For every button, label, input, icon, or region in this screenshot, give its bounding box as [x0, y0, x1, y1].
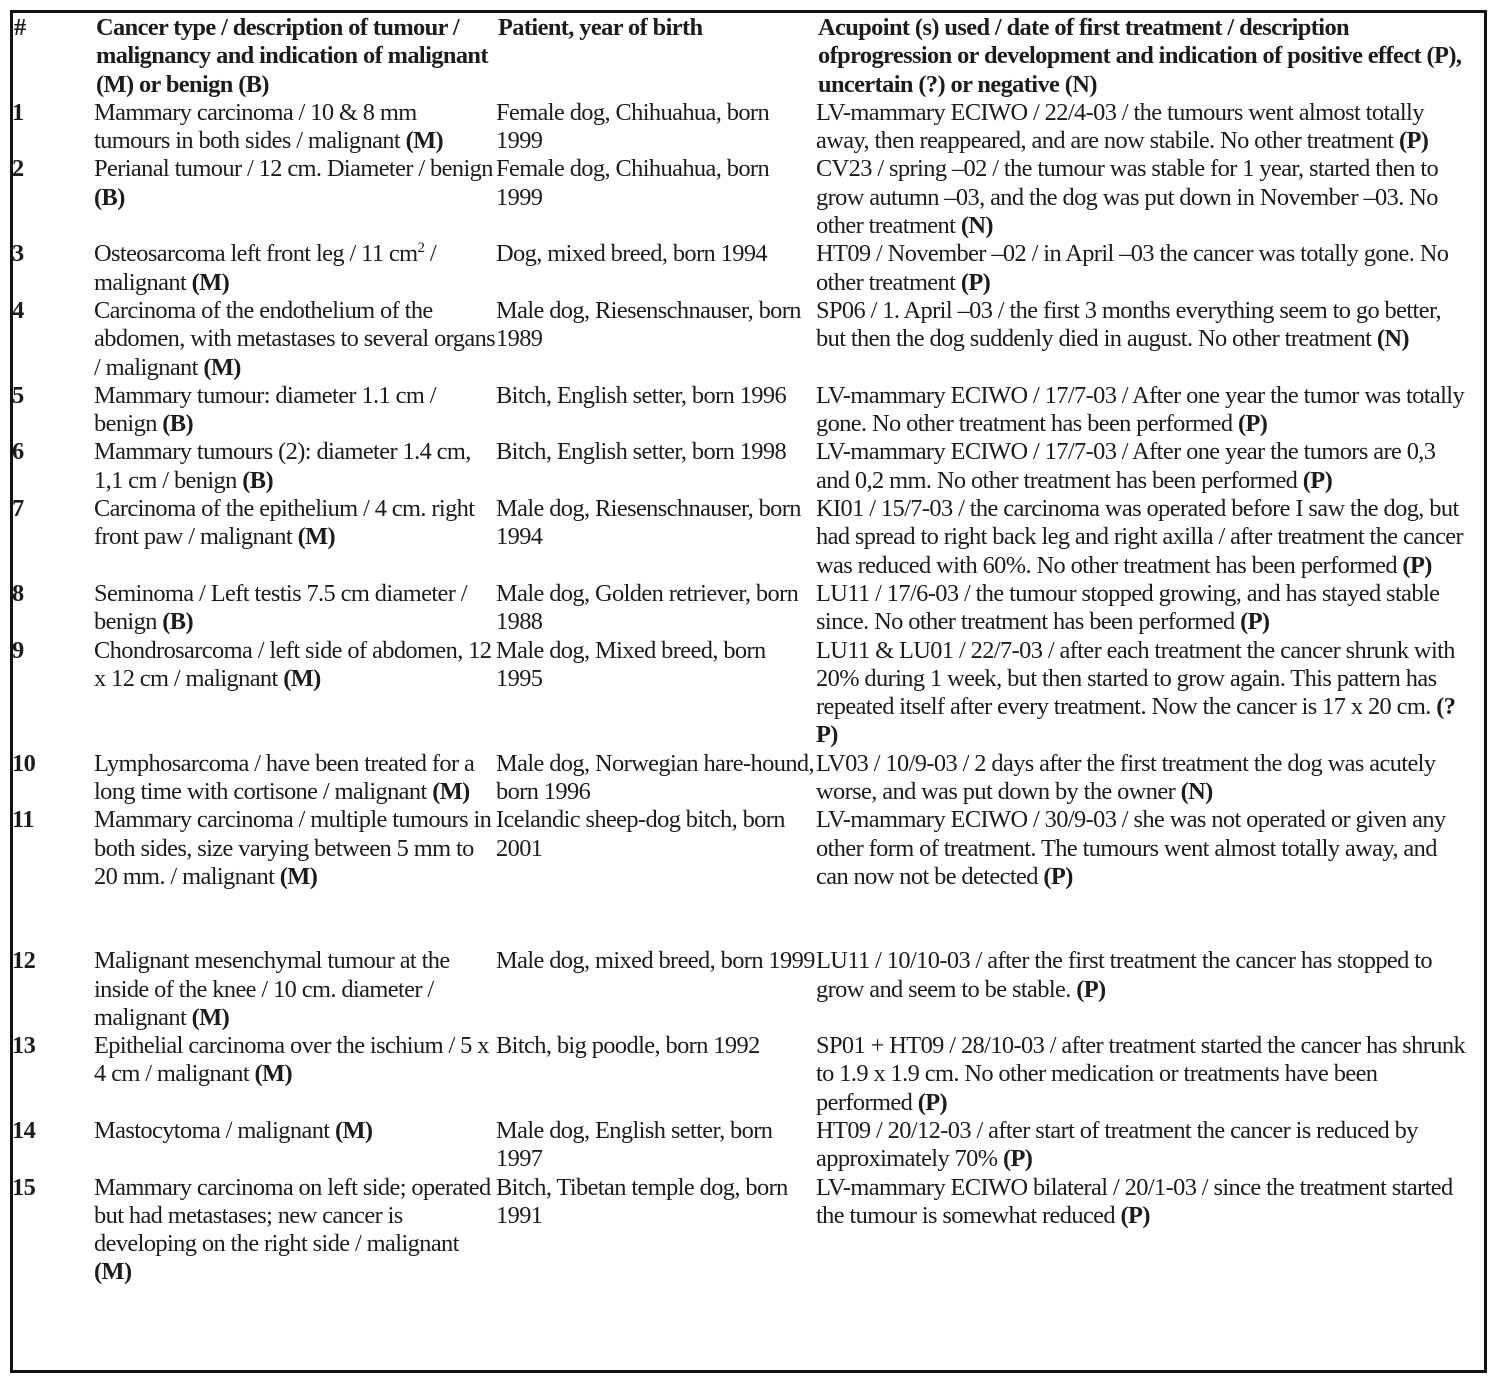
cancer-description: Chondrosarcoma / left side of abdomen, 12 x 12 cm / malignant (M): [94, 636, 492, 692]
row-number: 14: [12, 1116, 36, 1144]
treatment-description: HT09 / 20/12-03 / after start of treatment the cancer is reduced by approximately 70% (P): [816, 1116, 1418, 1173]
row-number: 4: [12, 296, 24, 324]
header-number: #: [14, 14, 26, 41]
cancer-description: Perianal tumour / 12 cm. Diameter / benign (B): [94, 155, 493, 211]
patient-description: Male dog, Riesenschnauser, born 1989: [496, 296, 801, 353]
table-row: [12, 947, 1472, 1032]
patient-description: Male dog, mixed breed, born 1999: [496, 947, 815, 975]
row-number: 15: [12, 1173, 36, 1201]
patient-description: Female dog, Chihuahua, born 1999: [496, 155, 770, 211]
treatment-description: LV-mammary ECIWO / 17/7-03 / After one year the tumors are 0,3 and 0,2 mm. No other treatment has been performed (P): [816, 438, 1436, 494]
malignancy-code: (M): [405, 127, 444, 155]
cancer-description: Epithelial carcinoma over the ischium / 5 x 4 cm / malignant (M): [94, 1032, 489, 1088]
table-row: [12, 750, 1472, 807]
cancer-description: Carcinoma of the endothelium of the abdomen, with metastases to several organs / malignant (M): [94, 296, 496, 381]
row-spacer: [12, 891, 1472, 947]
row-number: 10: [12, 749, 36, 777]
treatment-description: LU11 / 10/10-03 / after the first treatment the cancer has stopped to grow and seem to be stable. (P): [816, 947, 1433, 1003]
malignancy-code: (M): [191, 268, 230, 296]
treatment-description: LV-mammary ECIWO / 17/7-03 / After one year the tumor was totally gone. No other treatment has been performed (P): [816, 381, 1465, 438]
cancer-description: Lymphosarcoma / have been treated for a long time with cortisone / malignant (M): [94, 749, 475, 806]
patient-description: Male dog, Riesenschnauser, born 1994: [496, 495, 801, 551]
cancer-description: Mammary tumour: diameter 1.1 cm / benign (B): [94, 381, 436, 438]
effect-code: (P): [1002, 1145, 1033, 1173]
effect-code: (N): [1376, 325, 1409, 353]
treatment-description: CV23 / spring –02 / the tumour was stable for 1 year, started then to grow autumn –03, and the dog was put down in November –03. No other treatment (N): [816, 155, 1439, 240]
treatment-description: KI01 / 15/7-03 / the carcinoma was operated before I saw the dog, but had spread to right back leg and right axilla / after treatment the cancer was reduced with 60%. No other treatment has been performed (P): [816, 495, 1464, 579]
effect-code: (N): [960, 212, 993, 240]
effect-code: (N): [1180, 778, 1213, 806]
treatment-description: SP01 + HT09 / 28/10-03 / after treatment started the cancer has shrunk to 1.9 x 1.9 cm. No other medication or treatments have been performed (P): [816, 1032, 1466, 1116]
treatment-description: LV-mammary ECIWO / 30/9-03 / she was not operated or given any other form of treatment. The tumours went almost totally away, and can now not be detected (P): [816, 806, 1446, 890]
effect-code: (P): [1398, 127, 1429, 155]
treatment-description: LU11 & LU01 / 22/7-03 / after each treatment the cancer shrunk with 20% during 1 week, but then started to grow again. This pattern has repeated itself after every treatment. Now the cancer is 17 x 20 cm. (? P): [816, 636, 1456, 749]
cancer-description: Carcinoma of the epithelium / 4 cm. right front paw / malignant (M): [94, 495, 475, 551]
patient-description: Male dog, Mixed breed, born 1995: [496, 636, 766, 692]
cancer-treatment-table: [12, 14, 1472, 1287]
malignancy-code: (M): [432, 778, 470, 806]
row-number: 11: [12, 806, 34, 834]
table-row: [12, 1174, 1472, 1287]
table-row: [12, 495, 1472, 580]
cancer-description: Seminoma / Left testis 7.5 cm diameter / benign (B): [94, 579, 467, 636]
patient-description: Dog, mixed breed, born 1994: [496, 240, 768, 268]
patient-description: Male dog, English setter, born 1997: [496, 1116, 773, 1173]
treatment-description: LV-mammary ECIWO / 22/4-03 / the tumours went almost totally away, then reappeared, and are now stabile. No other treatment (P): [816, 98, 1429, 155]
effect-code: (P): [1240, 608, 1270, 636]
cancer-description: Malignant mesenchymal tumour at the inside of the knee / 10 cm. diameter / malignant (M): [94, 947, 450, 1031]
cancer-description: Mammary carcinoma on left side; operated but had metastases; new cancer is developing on the right side / malignant (M): [94, 1173, 491, 1286]
malignancy-code: (M): [297, 523, 336, 551]
row-number: 6: [12, 438, 24, 466]
cancer-description: Mammary tumours (2): diameter 1.4 cm, 1,1 cm / benign (B): [94, 438, 471, 494]
patient-description: Male dog, Golden retriever, born 1988: [496, 579, 799, 636]
table-row: [12, 438, 1472, 495]
row-number: 3: [12, 240, 24, 268]
row-number: 9: [12, 636, 24, 664]
cancer-description: Mammary carcinoma / multiple tumours in both sides, size varying between 5 mm to 20 mm. / malignant (M): [94, 806, 492, 890]
table-row: [12, 99, 1472, 156]
patient-description: Bitch, English setter, born 1998: [496, 438, 787, 466]
header-patient: Patient, year of birth: [498, 14, 703, 41]
effect-code: (P): [1302, 466, 1333, 494]
effect-code: (P): [1237, 410, 1268, 438]
row-number: 1: [12, 98, 24, 126]
treatment-description: LV03 / 10/9-03 / 2 days after the first treatment the dog was acutely worse, and was put down by the owner (N): [816, 749, 1436, 806]
cancer-description: Mammary carcinoma / 10 & 8 mm tumours in both sides / malignant (M): [94, 98, 444, 155]
effect-code: (P): [960, 268, 991, 296]
table-row: [12, 580, 1472, 637]
patient-description: Icelandic sheep-dog bitch, born 2001: [496, 806, 785, 862]
cancer-description: Mastocytoma / malignant (M): [94, 1116, 373, 1144]
table-row: [12, 155, 1472, 240]
treatment-description: LV-mammary ECIWO bilateral / 20/1-03 / since the treatment started the tumour is somewhat reduced (P): [816, 1173, 1453, 1229]
table-row: [12, 240, 1472, 297]
patient-description: Male dog, Norwegian hare-hound, born 1996: [496, 749, 815, 806]
malignancy-code: (M): [94, 1258, 132, 1286]
patient-description: Bitch, big poodle, born 1992: [496, 1032, 760, 1060]
malignancy-code: (B): [162, 608, 193, 636]
malignancy-code: (M): [203, 353, 241, 381]
malignancy-code: (M): [334, 1116, 373, 1144]
table-row: [12, 637, 1472, 750]
table-row: [12, 382, 1472, 439]
treatment-description: LU11 / 17/6-03 / the tumour stopped growing, and has stayed stable since. No other treatment has been performed (P): [816, 579, 1440, 636]
header-treatment: Acupoint (s) used / date of first treatment / description ofprogression or development and indication of positive effect (P), uncertain (?) or negative (N): [818, 14, 1462, 98]
effect-code: (P): [1043, 862, 1073, 890]
table-row: [12, 1032, 1472, 1117]
effect-code: (P): [1076, 975, 1106, 1003]
effect-code: (P): [1402, 551, 1432, 579]
row-number: 7: [12, 495, 24, 523]
header-cancer-type: Cancer type / description of tumour / malignancy and indication of malignant (M) or benign (B): [96, 14, 488, 98]
malignancy-code: (M): [254, 1060, 292, 1088]
table-header-row: [12, 14, 1472, 99]
cancer-description: Osteosarcoma left front leg / 11 $cm^2$ / malignant (M): [94, 240, 437, 296]
row-number: 5: [12, 381, 24, 409]
superscript: 2: [417, 240, 425, 257]
patient-description: Bitch, Tibetan temple dog, born 1991: [496, 1173, 788, 1229]
table-row: [12, 806, 1472, 891]
patient-description: Bitch, English setter, born 1996: [496, 381, 787, 409]
row-number: 12: [12, 947, 36, 975]
effect-code: (P): [917, 1088, 948, 1116]
effect-code: (? P): [816, 693, 1456, 749]
malignancy-code: (B): [94, 183, 125, 211]
malignancy-code: (M): [191, 1003, 230, 1031]
table-row: [12, 297, 1472, 382]
row-number: 2: [12, 155, 24, 183]
treatment-description: HT09 / November –02 / in April –03 the cancer was totally gone. No other treatment (P): [816, 240, 1449, 296]
table-row: [12, 1117, 1472, 1174]
row-number: 8: [12, 579, 24, 607]
malignancy-code: (B): [242, 466, 273, 494]
effect-code: (P): [1120, 1201, 1150, 1229]
malignancy-code: (M): [279, 862, 318, 890]
malignancy-code: (M): [283, 664, 321, 692]
malignancy-code: (B): [162, 410, 193, 438]
patient-description: Female dog, Chihuahua, born 1999: [496, 98, 770, 155]
treatment-description: SP06 / 1. April –03 / the first 3 months everything seem to go better, but then the dog suddenly died in august. No other treatment (N): [816, 296, 1441, 353]
row-number: 13: [12, 1032, 36, 1060]
